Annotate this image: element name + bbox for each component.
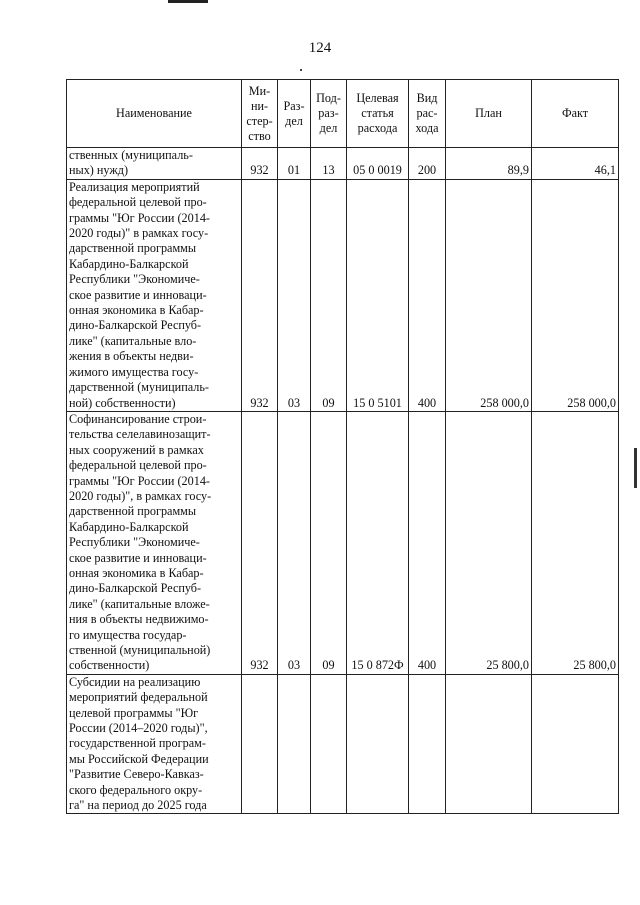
row-plan: 89,9 (446, 148, 532, 180)
table-row (67, 411, 619, 674)
table-row (67, 148, 619, 180)
row-exp-type: 400 (409, 179, 446, 411)
row-exp-type: 200 (409, 148, 446, 180)
row-subsection (311, 674, 347, 814)
row-fact: 25 800,0 (532, 411, 619, 674)
speck (300, 69, 302, 71)
row-ministry: 932 (242, 148, 278, 180)
header-subsection: Под- раз- дел (311, 80, 347, 148)
row-target: 15 0 872Ф (347, 411, 409, 674)
row-name: ственных (муниципаль- ных) нужд) (67, 148, 242, 180)
budget-table (66, 79, 619, 814)
row-ministry (242, 674, 278, 814)
header-row (67, 80, 619, 148)
header-name: Наименование (67, 80, 242, 148)
page-number: 124 (308, 40, 332, 56)
row-target (347, 674, 409, 814)
header-plan: План (446, 80, 532, 148)
header-target: Целевая статья расхода (347, 80, 409, 148)
row-exp-type: 400 (409, 411, 446, 674)
row-target: 15 0 5101 (347, 179, 409, 411)
top-rule (168, 0, 208, 3)
row-section: 01 (278, 148, 311, 180)
table-row (67, 674, 619, 814)
row-plan: 258 000,0 (446, 179, 532, 411)
row-subsection: 13 (311, 148, 347, 180)
header-exp-type: Вид рас- хода (409, 80, 446, 148)
row-fact (532, 674, 619, 814)
header-section: Раз- дел (278, 80, 311, 148)
row-ministry: 932 (242, 411, 278, 674)
row-subsection: 09 (311, 411, 347, 674)
row-fact: 258 000,0 (532, 179, 619, 411)
row-ministry: 932 (242, 179, 278, 411)
row-section: 03 (278, 179, 311, 411)
row-name: Субсидии на реализацию мероприятий федеральной целевой программы "Юг России (2014–2020 годы)", государственной програм- мы Российской Федерации "Развитие Северо-Кавказ- ского федерального окру- га" на период до 2025 года (67, 674, 242, 814)
row-section (278, 674, 311, 814)
table-row (67, 179, 619, 411)
row-plan: 25 800,0 (446, 411, 532, 674)
row-target: 05 0 0019 (347, 148, 409, 180)
row-name: Реализация мероприятий федеральной целевой про- граммы "Юг России (2014- 2020 годы)" в рамках госу- дарственной программы Кабардино-Балкарской Республики "Экономиче- ское развитие и инноваци- онная экономика в Кабар- дино-Балкарской Респуб- лике" (капитальные вло- жения в объекты недви- жимого имущества госу- дарственной (муниципаль- ной) собственности) (67, 179, 242, 411)
row-subsection: 09 (311, 179, 347, 411)
header-fact: Факт (532, 80, 619, 148)
row-section: 03 (278, 411, 311, 674)
header-ministry: Ми- ни- стер- ство (242, 80, 278, 148)
row-fact: 46,1 (532, 148, 619, 180)
margin-mark (634, 448, 637, 488)
row-plan (446, 674, 532, 814)
row-name: Софинансирование строи- тельства селелавинозащит- ных сооружений в рамках федеральной целевой про- граммы "Юг России (2014- 2020 годы)", в рамках госу- дарственной программы Кабардино-Балкарской Республики "Экономиче- ское развитие и инноваци- онная экономика в Кабар- дино-Балкарской Респуб- лике" (капитальные вложе- ния в объекты недвижимо- го имущества государ- ственной (муниципальной) собственности) (67, 411, 242, 674)
row-exp-type (409, 674, 446, 814)
